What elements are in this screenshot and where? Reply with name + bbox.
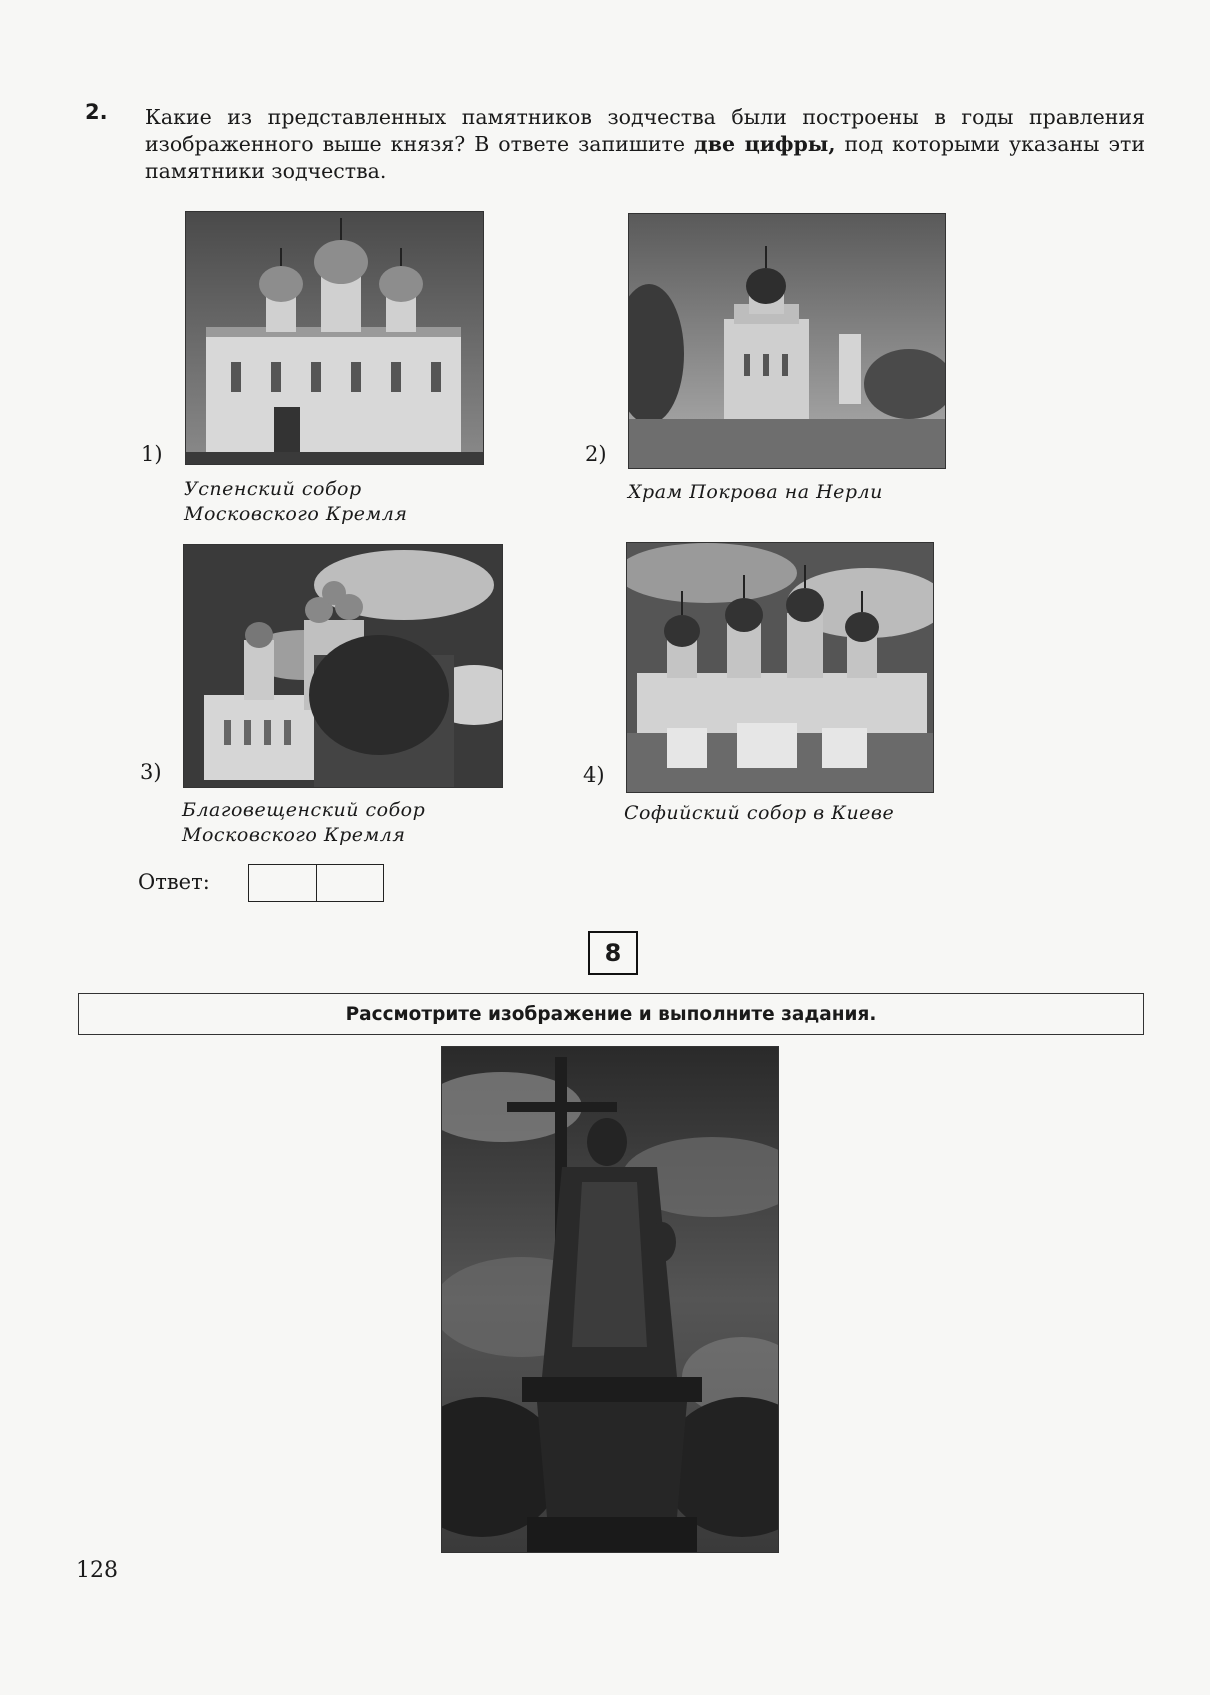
answer-label: Ответ: bbox=[138, 870, 210, 894]
task-instruction: Рассмотрите изображение и выполните задания. bbox=[78, 993, 1144, 1035]
photo-assumption-cathedral bbox=[185, 211, 484, 465]
photo-church-on-nerl bbox=[628, 213, 946, 469]
answer-cell-1[interactable] bbox=[249, 865, 316, 901]
caption-line: Храм Покрова на Нерли bbox=[628, 481, 883, 503]
caption-line: Московского Кремля bbox=[184, 503, 408, 525]
question-text-end: под которыми указаны эти памятники зодчества. bbox=[145, 132, 1145, 183]
photo-monument-prince-vladimir bbox=[441, 1046, 779, 1553]
option-number: 2) bbox=[585, 442, 607, 466]
photo-annunciation-cathedral bbox=[183, 544, 503, 788]
task-number-badge: 8 bbox=[588, 931, 638, 975]
answer-field[interactable] bbox=[248, 864, 384, 902]
option-caption bbox=[624, 801, 894, 826]
option-caption bbox=[182, 798, 425, 848]
option-number: 3) bbox=[140, 760, 162, 784]
answer-cell-2[interactable] bbox=[316, 865, 384, 901]
page-number: 128 bbox=[76, 1558, 118, 1583]
option-number: 4) bbox=[583, 763, 605, 787]
photo-st-sophia-kiev bbox=[626, 542, 934, 793]
caption-line: Благовещенский собор bbox=[182, 799, 426, 821]
question-text-start: Какие из представленных памятников зодчества были построены в годы правления изображенного выше князя? В ответе запишите bbox=[145, 105, 1145, 156]
caption-line: Софийский собор в Киеве bbox=[624, 802, 895, 824]
option-caption bbox=[184, 477, 407, 527]
question-text-emphasis: две цифры, bbox=[694, 132, 836, 156]
option-number: 1) bbox=[141, 442, 163, 466]
caption-line: Успенский собор bbox=[184, 478, 362, 500]
option-caption bbox=[628, 480, 883, 505]
caption-line: Московского Кремля bbox=[182, 824, 406, 846]
question-text bbox=[145, 104, 1145, 185]
question-number: 2. bbox=[85, 100, 108, 124]
